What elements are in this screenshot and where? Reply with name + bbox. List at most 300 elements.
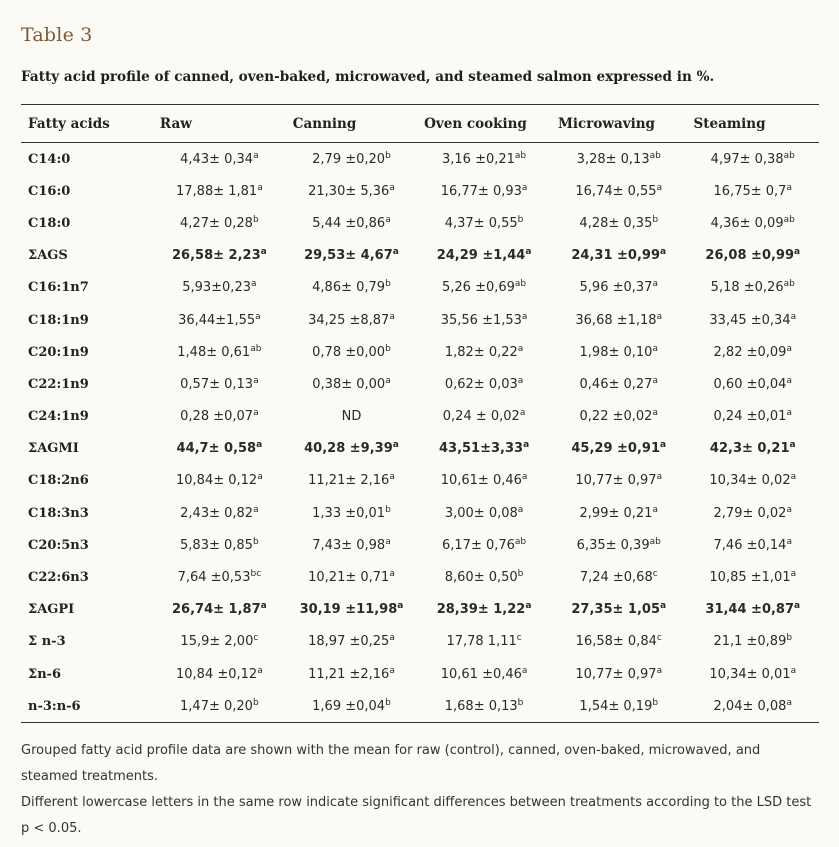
cell-value: 3,00± 0,08: [444, 505, 518, 521]
cell-value: 16,58± 0,84: [575, 634, 657, 650]
row-label: C22:6n3: [28, 570, 89, 586]
table-cell: [551, 465, 687, 497]
table-row: [21, 658, 819, 690]
significance-letter: a: [794, 601, 801, 612]
significance-letter: ab: [649, 150, 661, 161]
significance-letter: a: [790, 472, 797, 483]
cell-value: 0,24 ±0,01: [713, 409, 787, 425]
significance-letter: a: [517, 375, 524, 386]
table-cell: [153, 433, 286, 465]
cell-value: 43,51±3,33: [438, 441, 524, 457]
cell-value: 2,04± 0,08: [713, 698, 787, 714]
significance-letter: b: [517, 697, 524, 708]
significance-letter: ab: [783, 214, 795, 225]
table-cell: [551, 304, 687, 336]
table-row: [21, 207, 819, 239]
table-cell: [551, 401, 687, 433]
row-label: Σn-6: [28, 666, 62, 682]
cell-value: 4,97± 0,38: [710, 151, 784, 167]
significance-letter: a: [786, 343, 792, 354]
cell-value: 1,33 ±0,01: [312, 505, 386, 521]
significance-letter: a: [519, 408, 526, 419]
header-fatty-acids: Fatty acids: [21, 105, 153, 143]
table-cell: [551, 497, 687, 529]
table-cell: [417, 272, 551, 304]
significance-letter: a: [397, 601, 404, 612]
significance-letter: b: [652, 214, 659, 225]
cell-value: 5,18 ±0,26: [710, 280, 784, 296]
table-cell: [687, 433, 819, 465]
significance-letter: b: [252, 536, 259, 547]
header-steaming: Steaming: [687, 105, 819, 143]
table-row: [21, 433, 819, 465]
cell-value: 0,62± 0,03: [444, 376, 518, 392]
significance-letter: b: [252, 697, 259, 708]
table-cell: [417, 143, 551, 176]
table-cell: [286, 594, 417, 626]
footnote-2: Different lowercase letters in the same row indicate significant differences between treatments according to the LSD test p < 0.05.: [21, 795, 812, 836]
significance-letter: a: [523, 440, 530, 451]
cell-value: 42,3± 0,21: [709, 441, 790, 457]
header-row: [21, 105, 819, 143]
significance-letter: ab: [649, 536, 661, 547]
significance-letter: a: [385, 214, 391, 225]
row-label: C24:1n9: [28, 409, 89, 425]
cell-value: 1,69 ±0,04: [312, 698, 386, 714]
table-row: [21, 561, 819, 593]
row-label: ΣAGS: [28, 248, 68, 264]
table-cell: [153, 594, 286, 626]
significance-letter: a: [660, 247, 667, 258]
cell-value: 7,46 ±0,14: [713, 537, 787, 553]
cell-value: 10,61± 0,46: [440, 473, 522, 489]
cell-value: 1,98± 0,10: [579, 344, 653, 360]
table-cell: [551, 658, 687, 690]
significance-letter: c: [656, 633, 662, 644]
significance-letter: a: [786, 697, 792, 708]
cell-value: 5,83± 0,85: [180, 537, 253, 553]
cell-value: 0,78 ±0,00: [312, 344, 386, 360]
significance-letter: a: [389, 665, 395, 676]
significance-letter: a: [385, 536, 391, 547]
cell-value: 2,43± 0,82: [180, 505, 254, 521]
table-cell: [551, 336, 687, 368]
row-label: C22:1n9: [28, 376, 89, 392]
cell-value: 34,25 ±8,87: [308, 312, 390, 328]
table-cell: [687, 175, 819, 207]
cell-value: ND: [341, 409, 362, 425]
significance-letter: a: [660, 440, 667, 451]
table-cell: [286, 143, 417, 176]
table-cell: [286, 690, 417, 723]
table-cell: [417, 658, 551, 690]
significance-letter: a: [521, 182, 528, 193]
table-cell: [153, 658, 286, 690]
footnotes: [21, 738, 821, 842]
table-cell: [417, 626, 551, 658]
significance-letter: a: [251, 279, 257, 290]
table-cell: [153, 336, 286, 368]
significance-letter: b: [517, 569, 524, 580]
table-cell: [687, 529, 819, 561]
table-cell: [551, 368, 687, 400]
table-row: [21, 594, 819, 626]
table-cell: [417, 240, 551, 272]
significance-letter: ab: [783, 150, 795, 161]
significance-letter: a: [253, 375, 259, 386]
cell-value: 26,58± 2,23: [172, 248, 261, 264]
cell-value: 8,60± 0,50: [444, 570, 518, 586]
significance-letter: a: [660, 601, 667, 612]
table-cell: [551, 529, 687, 561]
header-microwaving: Microwaving: [551, 105, 687, 143]
table-row: [21, 626, 819, 658]
significance-letter: bc: [250, 569, 262, 580]
significance-letter: a: [786, 408, 792, 419]
cell-value: 4,27± 0,28: [180, 215, 253, 231]
cell-value: 3,28± 0,13: [576, 151, 650, 167]
significance-letter: a: [786, 182, 792, 193]
cell-value: 30,19 ±11,98: [299, 602, 398, 618]
table-cell: [286, 368, 417, 400]
table-header: [21, 105, 819, 143]
significance-letter: a: [656, 472, 663, 483]
cell-value: 7,24 ±0,68: [579, 570, 653, 586]
row-label: C18:3n3: [28, 505, 89, 521]
table-cell: [687, 143, 819, 176]
cell-value: 7,43± 0,98: [312, 537, 386, 553]
cell-value: 5,44 ±0,86: [312, 215, 386, 231]
table-row: [21, 143, 819, 176]
significance-letter: a: [652, 279, 658, 290]
significance-letter: a: [521, 472, 528, 483]
significance-letter: a: [652, 375, 658, 386]
cell-value: 5,96 ±0,37: [579, 280, 653, 296]
significance-letter: a: [786, 375, 792, 386]
cell-value: 0,28 ±0,07: [180, 409, 254, 425]
cell-value: 2,79± 0,02: [713, 505, 787, 521]
row-label: C16:1n7: [28, 280, 89, 296]
table-cell: [687, 690, 819, 723]
table-row: [21, 272, 819, 304]
table-cell: [417, 497, 551, 529]
table-cell: [153, 497, 286, 529]
table-cell: [153, 240, 286, 272]
significance-letter: a: [253, 408, 259, 419]
row-label: C14:0: [28, 151, 71, 167]
table-row: [21, 336, 819, 368]
table-cell: [687, 368, 819, 400]
table-cell: [551, 143, 687, 176]
cell-value: 7,64 ±0,53: [177, 570, 251, 586]
significance-letter: a: [257, 665, 263, 676]
table-cell: [153, 207, 286, 239]
table-cell: [153, 143, 286, 176]
table-cell: [687, 240, 819, 272]
table-cell: [286, 207, 417, 239]
significance-letter: a: [256, 440, 263, 451]
row-label: C18:2n6: [28, 473, 89, 489]
table-cell: [687, 465, 819, 497]
row-label: C20:1n9: [28, 344, 89, 360]
cell-value: 1,82± 0,22: [444, 344, 518, 360]
table-cell: [417, 304, 551, 336]
table-cell: [551, 240, 687, 272]
table-cell: [687, 594, 819, 626]
table-row: [21, 401, 819, 433]
table-cell: [286, 658, 417, 690]
significance-letter: a: [525, 247, 532, 258]
cell-value: 4,37± 0,55: [444, 215, 518, 231]
significance-letter: b: [517, 214, 524, 225]
cell-value: 0,60 ±0,04: [713, 376, 787, 392]
significance-letter: c: [516, 633, 522, 644]
cell-value: 5,26 ±0,69: [442, 280, 515, 296]
cell-value: 4,86± 0,79: [312, 280, 386, 296]
cell-value: 44,7± 0,58: [176, 441, 257, 457]
cell-value: 4,43± 0,34: [180, 151, 254, 167]
table-cell: [286, 626, 417, 658]
table-row: [21, 497, 819, 529]
table-row: [21, 529, 819, 561]
table-cell: [286, 401, 417, 433]
table-row: [21, 465, 819, 497]
significance-letter: a: [385, 375, 391, 386]
significance-letter: b: [385, 504, 391, 515]
cell-value: 0,24 ± 0,02: [442, 409, 520, 425]
cell-value: 18,97 ±0,25: [308, 634, 390, 650]
table-label: Table 3: [21, 24, 93, 46]
significance-letter: a: [260, 247, 267, 258]
table-row: [21, 175, 819, 207]
significance-letter: a: [786, 504, 792, 515]
row-label: Σ n-3: [28, 634, 66, 650]
table-cell: [687, 272, 819, 304]
cell-value: 33,45 ±0,34: [709, 312, 791, 328]
table-cell: [153, 175, 286, 207]
table-cell: [417, 433, 551, 465]
significance-letter: a: [652, 343, 658, 354]
cell-value: 24,29 ±1,44: [436, 248, 526, 264]
table-cell: [153, 401, 286, 433]
row-label: C16:0: [28, 183, 71, 199]
significance-letter: a: [652, 408, 658, 419]
significance-letter: ab: [250, 343, 262, 354]
cell-value: 10,61 ±0,46: [440, 666, 522, 682]
cell-value: 1,47± 0,20: [180, 698, 253, 714]
cell-value: 0,38± 0,00: [312, 376, 386, 392]
table-cell: [286, 175, 417, 207]
table-cell: [687, 626, 819, 658]
table-cell: [417, 465, 551, 497]
table-cell: [551, 207, 687, 239]
row-label: C20:5n3: [28, 537, 89, 553]
cell-value: 27,35± 1,05: [571, 602, 661, 618]
cell-value: 2,79 ±0,20: [312, 151, 386, 167]
cell-value: 10,77± 0,97: [575, 666, 657, 682]
cell-value: 11,21 ±2,16: [308, 666, 390, 682]
cell-value: 1,48± 0,61: [177, 344, 251, 360]
cell-value: 10,84± 0,12: [176, 473, 258, 489]
cell-value: 2,99± 0,21: [579, 505, 653, 521]
cell-value: 6,35± 0,39: [576, 537, 650, 553]
significance-letter: a: [389, 182, 395, 193]
cell-value: 4,36± 0,09: [710, 215, 784, 231]
cell-value: 10,85 ±1,01: [709, 570, 791, 586]
table-cell: [153, 465, 286, 497]
table-cell: [417, 368, 551, 400]
cell-value: 5,93±0,23: [182, 280, 251, 296]
table-cell: [417, 207, 551, 239]
significance-letter: a: [521, 311, 528, 322]
table-cell: [286, 561, 417, 593]
table-cell: [551, 272, 687, 304]
significance-letter: a: [392, 440, 399, 451]
table-cell: [286, 433, 417, 465]
significance-letter: ab: [514, 279, 527, 290]
table-cell: [153, 529, 286, 561]
header-canning: Canning: [286, 105, 417, 143]
significance-letter: a: [517, 504, 524, 515]
significance-letter: a: [656, 311, 663, 322]
table-cell: [417, 594, 551, 626]
cell-value: 35,56 ±1,53: [440, 312, 522, 328]
significance-letter: b: [786, 633, 793, 644]
cell-value: 16,74± 0,55: [575, 183, 657, 199]
table-cell: [687, 497, 819, 529]
significance-letter: a: [790, 665, 797, 676]
table-cell: [153, 561, 286, 593]
significance-letter: a: [389, 311, 395, 322]
fatty-acid-table: [21, 104, 819, 723]
table-cell: [286, 529, 417, 561]
significance-letter: a: [392, 247, 399, 258]
header-oven-cooking: Oven cooking: [417, 105, 551, 143]
table-cell: [551, 561, 687, 593]
table-cell: [286, 465, 417, 497]
table-cell: [286, 304, 417, 336]
significance-letter: b: [385, 343, 391, 354]
significance-letter: a: [253, 150, 259, 161]
significance-letter: ab: [514, 536, 527, 547]
significance-letter: ab: [783, 279, 795, 290]
cell-value: 4,28± 0,35: [579, 215, 653, 231]
significance-letter: a: [790, 569, 797, 580]
table-cell: [417, 690, 551, 723]
cell-value: 40,28 ±9,39: [304, 441, 393, 457]
cell-value: 17,88± 1,81: [176, 183, 258, 199]
table-cell: [417, 175, 551, 207]
header-raw: Raw: [153, 105, 286, 143]
row-label: C18:0: [28, 215, 71, 231]
table-cell: [286, 336, 417, 368]
significance-letter: b: [385, 697, 391, 708]
cell-value: 21,30± 5,36: [308, 183, 390, 199]
significance-letter: a: [517, 343, 524, 354]
significance-letter: a: [389, 472, 395, 483]
table-cell: [417, 336, 551, 368]
cell-value: 15,9± 2,00: [180, 634, 254, 650]
table-cell: [687, 658, 819, 690]
table-cell: [153, 368, 286, 400]
table-cell: [551, 433, 687, 465]
significance-letter: a: [253, 504, 259, 515]
significance-letter: b: [652, 697, 659, 708]
cell-value: 26,74± 1,87: [172, 602, 261, 618]
significance-letter: ab: [514, 150, 527, 161]
cell-value: 2,82 ±0,09: [713, 344, 787, 360]
cell-value: 16,75± 0,7: [713, 183, 787, 199]
footnote-1: Grouped fatty acid profile data are shown with the mean for raw (control), canned, oven-baked, microwaved, and steamed treatments.: [21, 743, 761, 784]
cell-value: 10,34± 0,02: [709, 473, 791, 489]
table-cell: [551, 175, 687, 207]
cell-value: 36,44±1,55: [178, 312, 256, 328]
significance-letter: a: [656, 665, 663, 676]
significance-letter: b: [252, 214, 259, 225]
significance-letter: b: [385, 150, 391, 161]
table-cell: [153, 690, 286, 723]
significance-letter: c: [652, 569, 658, 580]
table-cell: [417, 529, 551, 561]
significance-letter: a: [389, 633, 395, 644]
table-cell: [551, 626, 687, 658]
row-label: ΣAGMI: [28, 441, 79, 457]
cell-value: 45,29 ±0,91: [571, 441, 661, 457]
table-cell: [551, 594, 687, 626]
row-label: n-3:n-6: [28, 698, 81, 714]
table-cell: [417, 561, 551, 593]
significance-letter: a: [260, 601, 267, 612]
significance-letter: a: [257, 182, 263, 193]
cell-value: 1,54± 0,19: [579, 698, 653, 714]
cell-value: 16,77± 0,93: [440, 183, 522, 199]
cell-value: 10,21± 0,71: [308, 570, 390, 586]
cell-value: 36,68 ±1,18: [575, 312, 657, 328]
table-cell: [153, 304, 286, 336]
table-cell: [286, 497, 417, 529]
cell-value: 10,77± 0,97: [575, 473, 657, 489]
significance-letter: a: [521, 665, 528, 676]
significance-letter: a: [656, 182, 663, 193]
cell-value: 28,39± 1,22: [436, 602, 526, 618]
cell-value: 3,16 ±0,21: [442, 151, 515, 167]
cell-value: 11,21± 2,16: [308, 473, 390, 489]
significance-letter: a: [786, 536, 792, 547]
table-cell: [153, 272, 286, 304]
significance-letter: a: [389, 569, 395, 580]
table-cell: [286, 240, 417, 272]
significance-letter: a: [789, 440, 796, 451]
table-cell: [286, 272, 417, 304]
table-cell: [687, 561, 819, 593]
row-label: C18:1n9: [28, 312, 89, 328]
table-cell: [551, 690, 687, 723]
table-row: [21, 368, 819, 400]
table-cell: [417, 401, 551, 433]
table-cell: [687, 304, 819, 336]
significance-letter: a: [790, 311, 797, 322]
cell-value: 21,1 ±0,89: [713, 634, 787, 650]
significance-letter: a: [794, 247, 801, 258]
cell-value: 10,34± 0,01: [709, 666, 791, 682]
cell-value: 0,46± 0,27: [579, 376, 653, 392]
table-cell: [687, 401, 819, 433]
cell-value: 6,17± 0,76: [442, 537, 515, 553]
cell-value: 0,22 ±0,02: [579, 409, 653, 425]
table-cell: [687, 336, 819, 368]
cell-value: 31,44 ±0,87: [705, 602, 795, 618]
cell-value: 1,68± 0,13: [444, 698, 518, 714]
